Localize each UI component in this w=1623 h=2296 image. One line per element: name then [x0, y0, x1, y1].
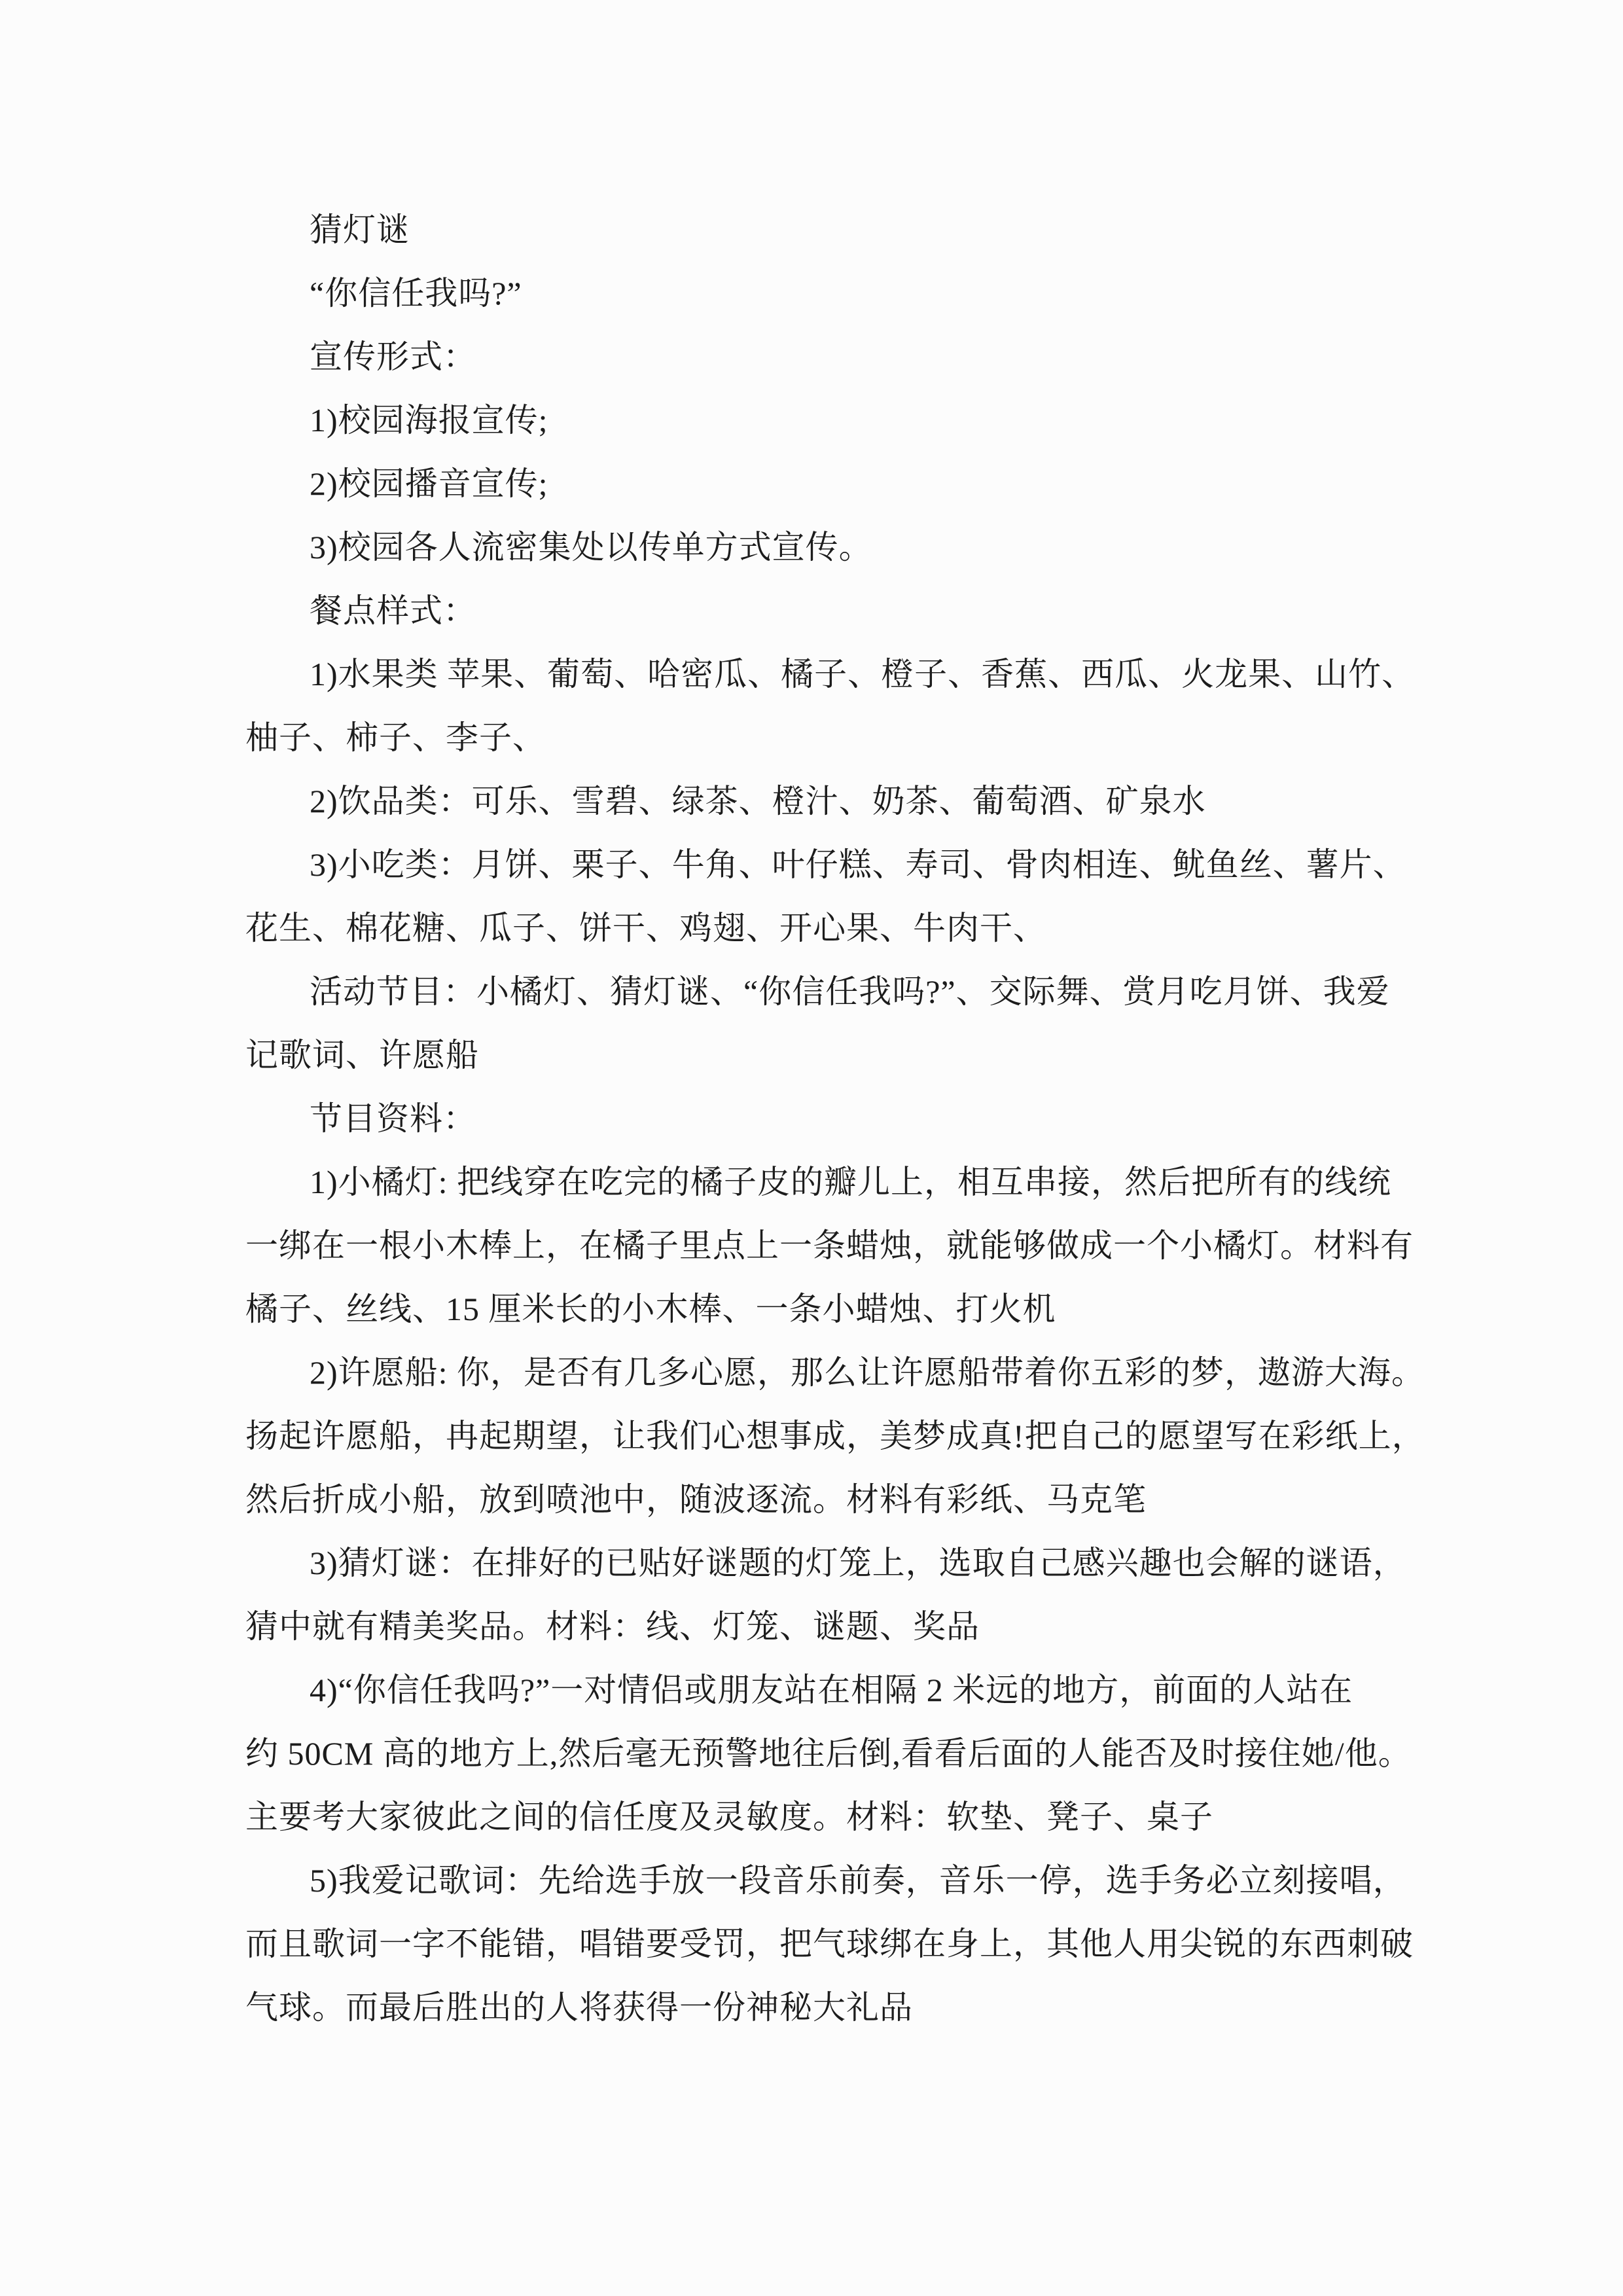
text-line: 猜灯谜	[310, 211, 410, 248]
text-line: 活动节目：小橘灯、猜灯谜、“你信任我吗?”、交际舞、赏月吃月饼、我爱	[310, 973, 1390, 1010]
text-line: 柚子、柿子、李子、	[245, 719, 546, 756]
text-line: 气球。而最后胜出的人将获得一份神秘大礼品	[245, 1989, 913, 2026]
text-line: 然后折成小船，放到喷池中，随波逐流。材料有彩纸、马克笔	[245, 1481, 1147, 1518]
text-line: 主要考大家彼此之间的信任度及灵敏度。材料：软垫、凳子、桌子	[245, 1799, 1213, 1835]
text-line: 2)校园播音宣传;	[310, 465, 548, 502]
text-line: 记歌词、许愿船	[245, 1037, 479, 1073]
text-line: 花生、棉花糖、瓜子、饼干、鸡翅、开心果、牛肉干、	[245, 910, 1046, 946]
text-line: 5)我爱记歌词：先给选手放一段音乐前奏，音乐一停，选手务必立刻接唱，	[310, 1862, 1406, 1899]
text-line: 一绑在一根小木棒上，在橘子里点上一条蜡烛，就能够做成一个小橘灯。材料有	[245, 1227, 1414, 1264]
text-line: 4)“你信任我吗?”一对情侣或朋友站在相隔 2 米远的地方，前面的人站在	[310, 1672, 1353, 1708]
text-line: 而且歌词一字不能错，唱错要受罚，把气球绑在身上，其他人用尖锐的东西刺破	[245, 1926, 1414, 1962]
text-line: 约 50CM 高的地方上,然后毫无预警地往后倒,看看后面的人能否及时接住她/他。	[245, 1735, 1412, 1772]
text-line: 3)猜灯谜：在排好的已贴好谜题的灯笼上，选取自己感兴趣也会解的谜语，	[310, 1545, 1406, 1581]
text-line: 1)小橘灯: 把线穿在吃完的橘子皮的瓣儿上，相互串接，然后把所有的线统	[310, 1164, 1392, 1200]
text-line: 扬起许愿船，冉起期望，让我们心想事成，美梦成真!把自己的愿望写在彩纸上，	[245, 1418, 1425, 1454]
text-line: 节目资料：	[310, 1100, 476, 1137]
text-line: 3)校园各人流密集处以传单方式宣传。	[310, 529, 872, 565]
text-line: 1)水果类 苹果、葡萄、哈密瓜、橘子、橙子、香蕉、西瓜、火龙果、山竹、	[310, 656, 1416, 692]
text-line: 餐点样式：	[310, 592, 476, 629]
text-line: 2)饮品类：可乐、雪碧、绿茶、橙汁、奶茶、葡萄酒、矿泉水	[310, 783, 1206, 819]
text-line: 橘子、丝线、15 厘米长的小木棒、一条小蜡烛、打火机	[245, 1291, 1056, 1327]
document-body	[245, 198, 1463, 2039]
text-line: “你信任我吗?”	[310, 275, 522, 312]
text-line: 1)校园海报宣传;	[310, 402, 548, 439]
text-line: 猜中就有精美奖品。材料：线、灯笼、谜题、奖品	[245, 1608, 980, 1645]
text-line: 3)小吃类：月饼、栗子、牛角、叶仔糕、寿司、骨肉相连、鱿鱼丝、薯片、	[310, 846, 1406, 883]
text-line: 宣传形式：	[310, 338, 476, 375]
text-line: 2)许愿船: 你，是否有几多心愿，那么让许愿船带着你五彩的梦，遨游大海。	[310, 1354, 1425, 1391]
